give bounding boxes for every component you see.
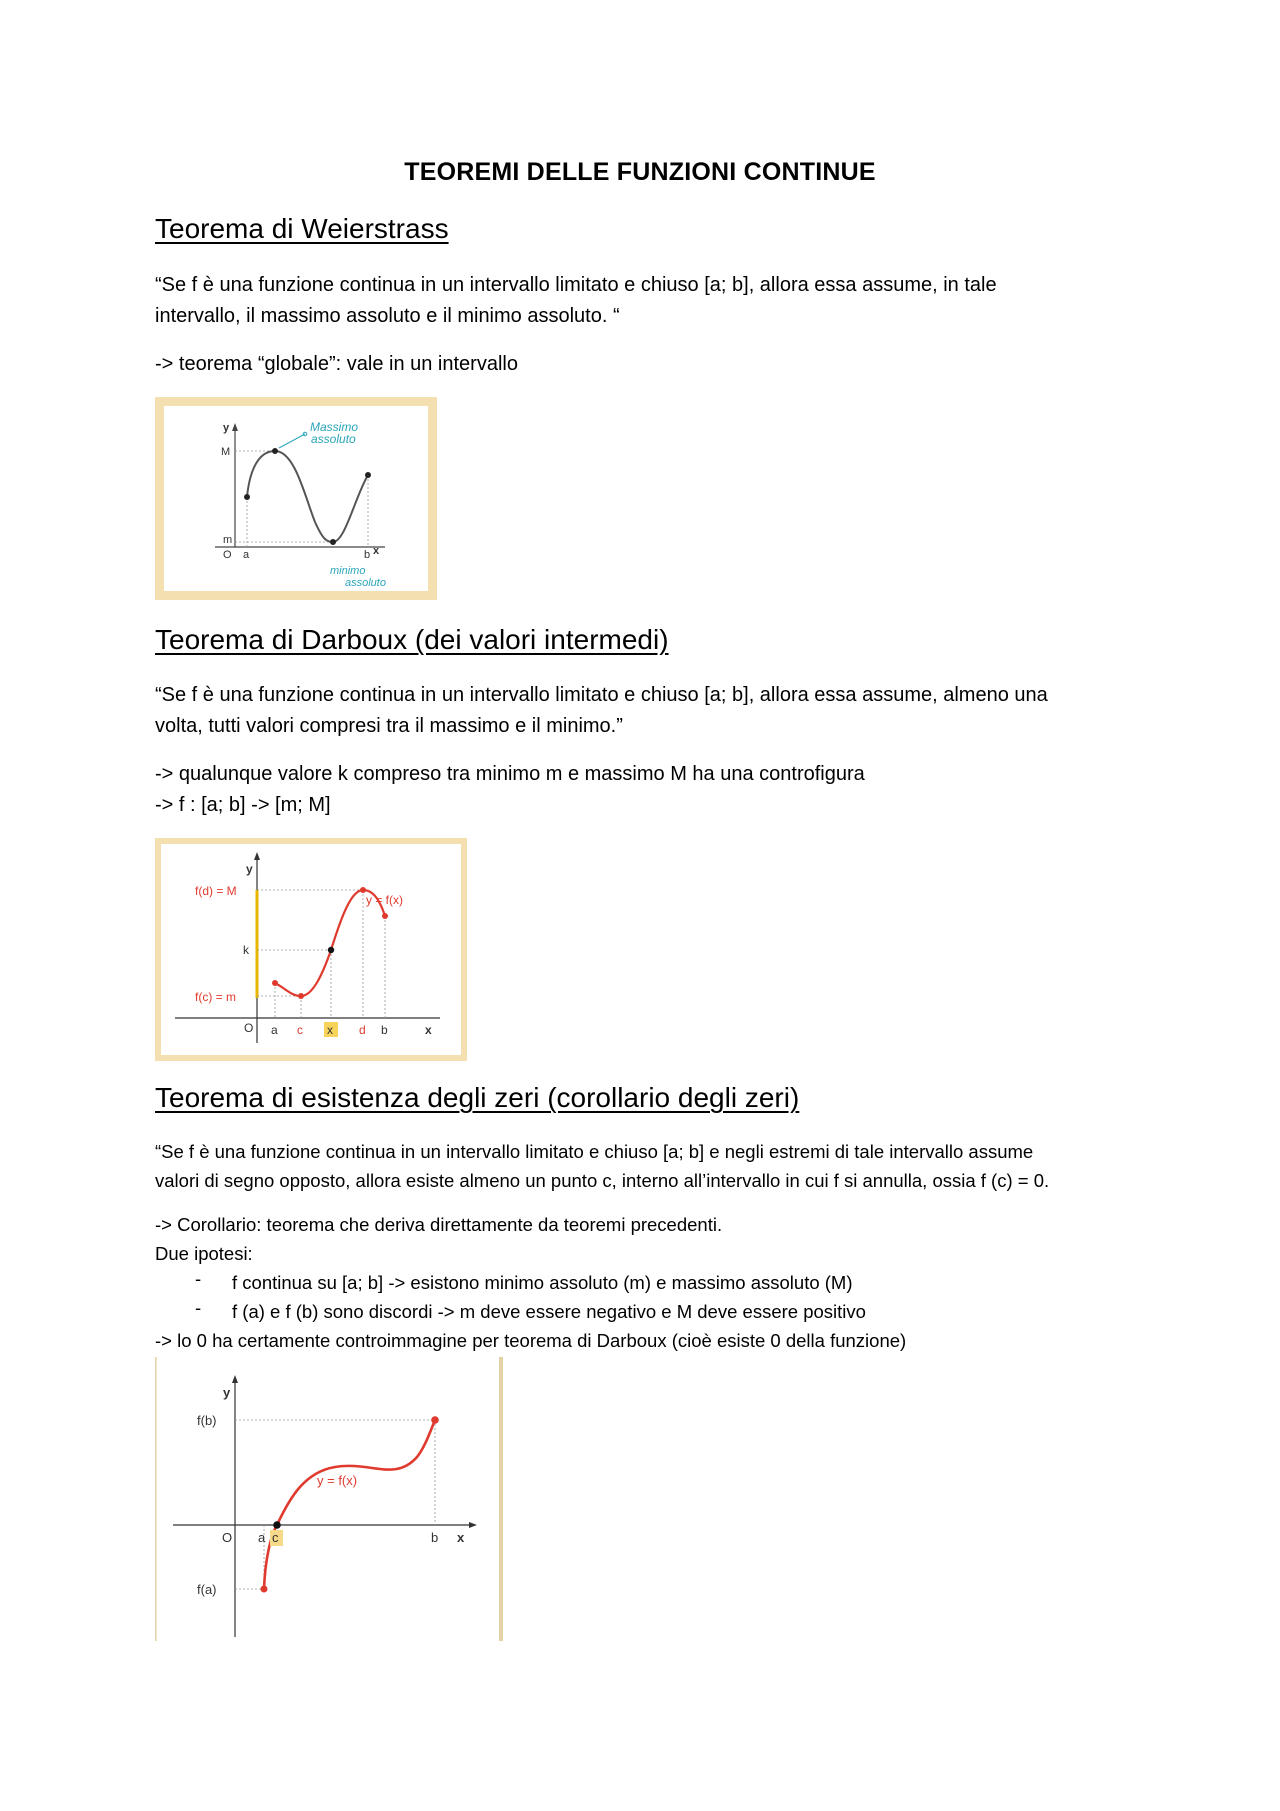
m-label: m <box>223 534 233 546</box>
zeri-quote-line-2: valori di segno opposto, allora esiste almeno un punto c, interno all’intervallo in cui f si annulla, ossia f (c) = 0. <box>155 1170 1050 1191</box>
a-label: a <box>243 549 250 561</box>
zeri-quote <box>155 1137 1135 1195</box>
min-annotation-line-2: assoluto <box>345 577 386 589</box>
darboux-quote <box>155 680 1135 742</box>
zeri-figure <box>155 1357 505 1641</box>
point-a <box>272 980 278 986</box>
tick-a: a <box>271 1023 278 1037</box>
darboux-notes <box>155 759 1135 821</box>
zeri-note-2: Due ipotesi: <box>155 1243 253 1264</box>
max-annotation-line-2: assoluto <box>311 432 356 446</box>
tick-d: d <box>359 1023 366 1037</box>
O-label: O <box>223 549 232 561</box>
b-label: b <box>431 1530 439 1545</box>
max-annotation-line-1: Massimo <box>310 420 359 434</box>
min-annotation-line-1: minimo <box>330 565 366 577</box>
zeri-note-1: -> Corollario: teorema che deriva direttamente da teoremi precedenti. <box>155 1214 723 1235</box>
darboux-note-1: -> qualunque valore k compreso tra minimo m e massimo M ha una controfigura <box>155 763 865 785</box>
heading-zeri: Teorema di esistenza degli zeri (corollario degli zeri) <box>155 1082 800 1113</box>
point-b <box>382 913 388 919</box>
b-label: b <box>364 549 371 561</box>
c-label: c <box>272 1530 279 1545</box>
y-label: y <box>223 1385 231 1400</box>
x-label: x <box>425 1023 432 1037</box>
weierstrass-quote-line-1: “Se f è una funzione continua in un intervallo limitato e chiuso [a; b], allora essa assume, in tale <box>155 274 997 296</box>
fa-label: f(a) <box>197 1582 217 1597</box>
point-max <box>272 448 278 454</box>
point-min <box>330 539 336 545</box>
fdM-label: f(d) = M <box>195 884 237 898</box>
figure-canvas <box>164 406 428 591</box>
bullet-2: f (a) e f (b) sono discordi -> m deve essere negativo e M deve essere positivo <box>232 1301 866 1322</box>
point-x <box>328 947 334 953</box>
tick-b: b <box>381 1023 388 1037</box>
weierstrass-quote-line-2: intervallo, il massimo assoluto e il minimo assoluto. “ <box>155 305 620 327</box>
bullet-dash-1: - <box>195 1268 202 1289</box>
point-a <box>261 1586 268 1593</box>
zeri-notes <box>155 1210 1135 1268</box>
fb-label: f(b) <box>197 1413 217 1428</box>
figure-canvas <box>155 1357 505 1641</box>
heading-weierstrass: Teorema di Weierstrass <box>155 213 449 244</box>
figure-canvas <box>161 844 461 1055</box>
a-label: a <box>258 1530 266 1545</box>
point-c <box>273 1521 281 1529</box>
zeri-note-3: -> lo 0 ha certamente controimmagine per teorema di Darboux (cioè esiste 0 della funzione) <box>155 1330 907 1351</box>
darboux-note-2: -> f : [a; b] -> [m; M] <box>155 794 331 816</box>
x-label: x <box>457 1530 465 1545</box>
M-label: M <box>221 446 231 458</box>
point-c <box>298 993 304 999</box>
page-title: TEOREMI DELLE FUNZIONI CONTINUE <box>404 158 876 186</box>
darboux-quote-line-2: volta, tutti valori compresi tra il massimo e il minimo.” <box>155 715 623 737</box>
y-label: y <box>223 422 230 434</box>
zeri-quote-line-1: “Se f è una funzione continua in un intervallo limitato e chiuso [a; b] e negli estremi di tale intervallo assume <box>155 1141 1034 1162</box>
tick-c: c <box>297 1023 303 1037</box>
curve-label: y = f(x) <box>317 1473 358 1488</box>
point-b <box>365 472 371 478</box>
bullet-1: f continua su [a; b] -> esistono minimo assoluto (m) e massimo assoluto (M) <box>232 1272 853 1293</box>
O-label: O <box>244 1021 254 1035</box>
fcm-label: f(c) = m <box>195 990 236 1004</box>
y-label: y <box>246 862 253 876</box>
darboux-figure <box>155 838 467 1061</box>
weierstrass-note: -> teorema “globale”: vale in un intervallo <box>155 353 518 375</box>
curve-label: y = f(x) <box>366 893 404 907</box>
x-label: x <box>373 545 380 557</box>
point-a <box>244 494 250 500</box>
O-label: O <box>222 1530 233 1545</box>
tick-x: x <box>327 1023 333 1037</box>
bullet-dash-2: - <box>195 1297 202 1318</box>
weierstrass-figure <box>155 397 437 600</box>
point-b <box>431 1416 439 1424</box>
k-label: k <box>243 943 249 957</box>
weierstrass-quote <box>155 270 1135 332</box>
darboux-quote-line-1: “Se f è una funzione continua in un intervallo limitato e chiuso [a; b], allora essa assume, almeno una <box>155 684 1048 706</box>
heading-darboux: Teorema di Darboux (dei valori intermedi) <box>155 624 669 655</box>
